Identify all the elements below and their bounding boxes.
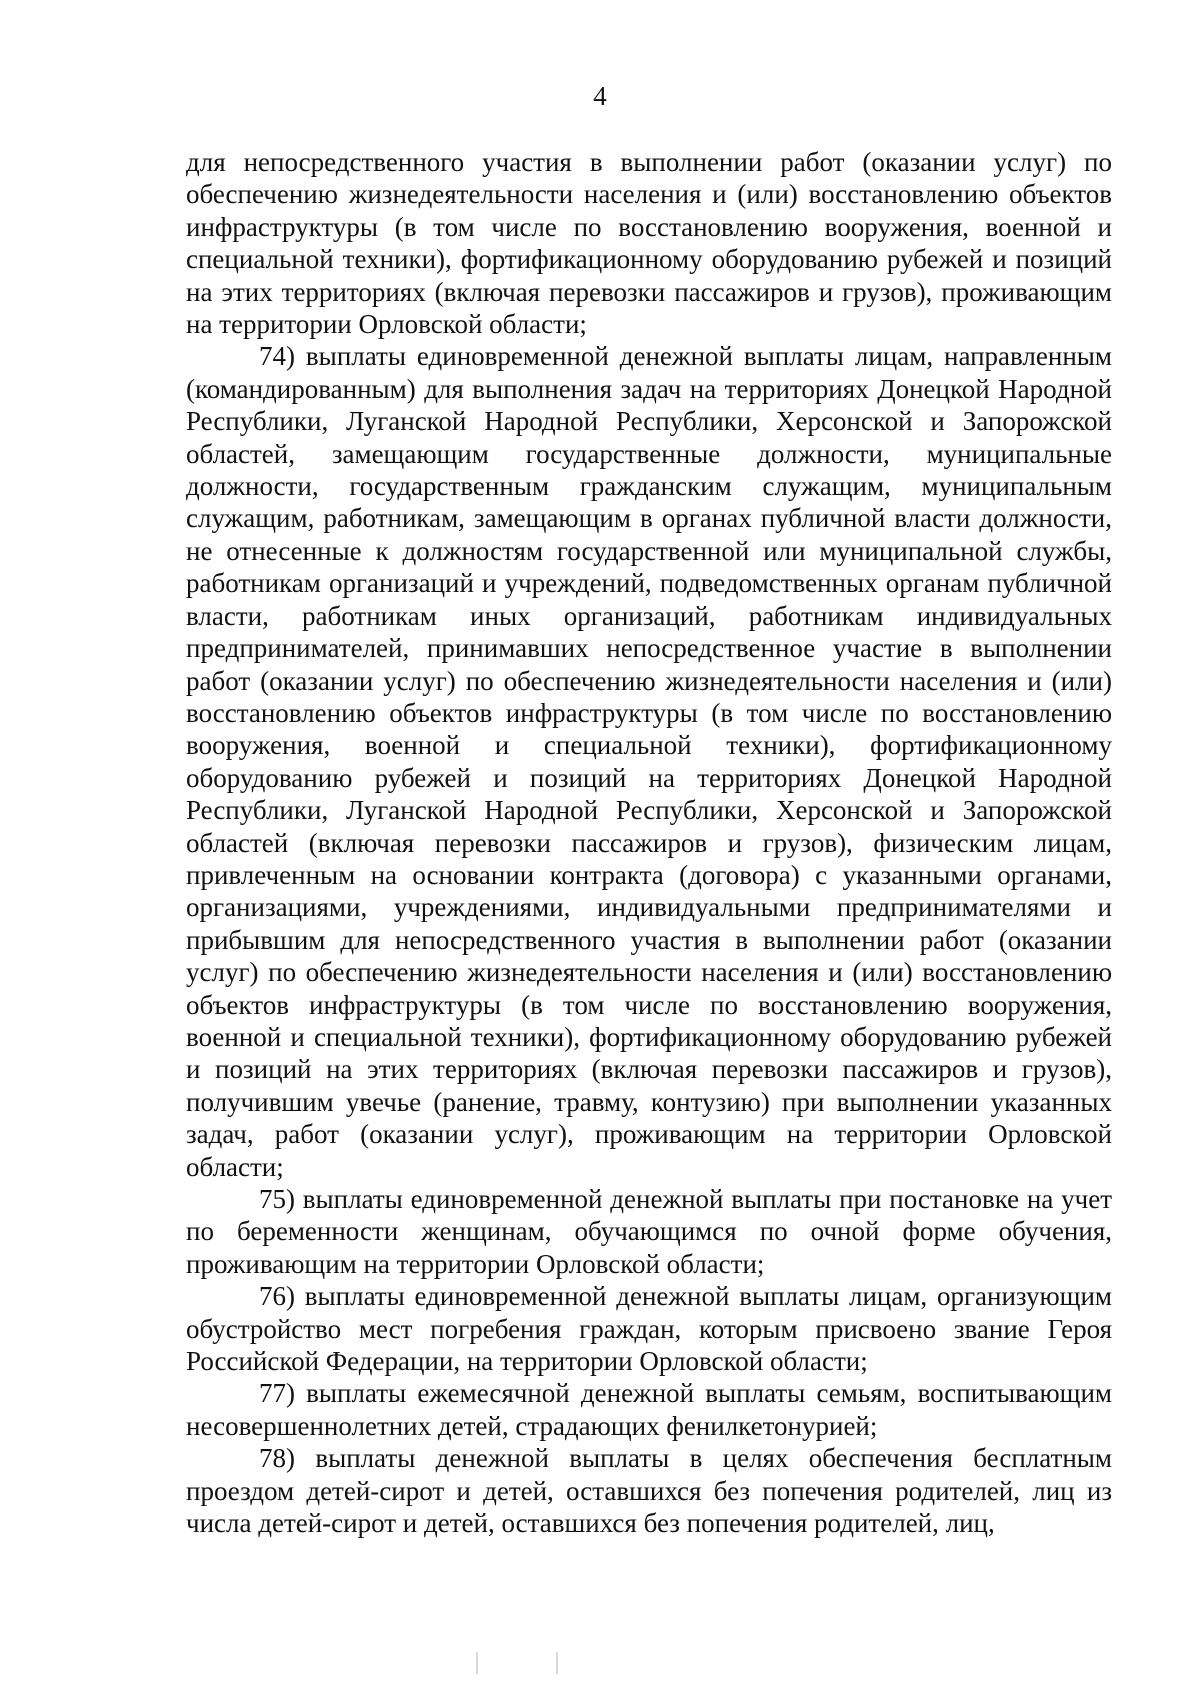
paragraph-item-73-continuation: для непосредственного участия в выполнении работ (оказании услуг) по обеспечению жизнедеятельности населения и (или) восстановлению объектов инфраструктуры (в том числе по восстановлению вооружения, военной и специальной техники), фортификационному оборудованию рубежей и позиций на этих территориях (включая перевозки пассажиров и грузов), проживающим на территории Орловской области; — [186, 147, 1112, 340]
scan-artifact-mark — [476, 1652, 478, 1674]
paragraph-item-77: 77) выплаты ежемесячной денежной выплаты семьям, воспитывающим несовершеннолетних детей, страдающих фенилкетонурией; — [186, 1378, 1112, 1441]
scan-artifact-mark — [556, 1652, 558, 1674]
paragraph-item-75: 75) выплаты единовременной денежной выплаты при постановке на учет по беременности женщинам, обучающимся по очной форме обучения, проживающим на территории Орловской области; — [186, 1184, 1112, 1279]
page-number: 4 — [593, 81, 607, 111]
document-body — [186, 146, 1112, 1539]
paragraph-item-78: 78) выплаты денежной выплаты в целях обеспечения бесплатным проездом детей-сирот и детей, оставшихся без попечения родителей, лиц из числа детей-сирот и детей, оставшихся без попечения родителей, лиц, — [186, 1443, 1112, 1539]
paragraph-item-76: 76) выплаты единовременной денежной выплаты лицам, организующим обустройство мест погребения граждан, которым присвоено звание Героя Российской Федерации, на территории Орловской области; — [186, 1281, 1112, 1377]
paragraph-item-74: 74) выплаты единовременной денежной выплаты лицам, направленным (командированным) для выполнения задач на территориях Донецкой Народной Республики, Луганской Народной Республики, Херсонской и Запорожской областей, замещающим государственные должности, муниципальные должности, государственным гражданским служащим, муниципальным служащим, работникам, замещающим в органах публичной власти должности, не отнесенные к должностям государственной или муниципальной службы, работникам организаций и учреждений, подведомственных органам публичной власти, работникам иных организаций, работникам индивидуальных предпринимателей, принимавших непосредственное участие в выполнении работ (оказании услуг) по обеспечению жизнедеятельности населения и (или) восстановлению объектов инфраструктуры (в том числе по восстановлению вооружения, военной и специальной техники), фортификационному оборудованию рубежей и позиций на территориях Донецкой Народной Республики, Луганской Народной Республики, Херсонской и Запорожской областей (включая перевозки пассажиров и грузов), физическим лицам, привлеченным на основании контракта (договора) с указанными органами, организациями, учреждениями, индивидуальными предпринимателями и прибывшим для непосредственного участия в выполнении работ (оказании услуг) по обеспечению жизнедеятельности населения и (или) восстановлению объектов инфраструктуры (в том числе по восстановлению вооружения, военной и специальной техники), фортификационному оборудованию рубежей и позиций на этих территориях (включая перевозки пассажиров и грузов), получившим увечье (ранение, травму, контузию) при выполнении указанных задач, работ (оказании услуг), проживающим на территории Орловской области; — [186, 341, 1112, 1182]
